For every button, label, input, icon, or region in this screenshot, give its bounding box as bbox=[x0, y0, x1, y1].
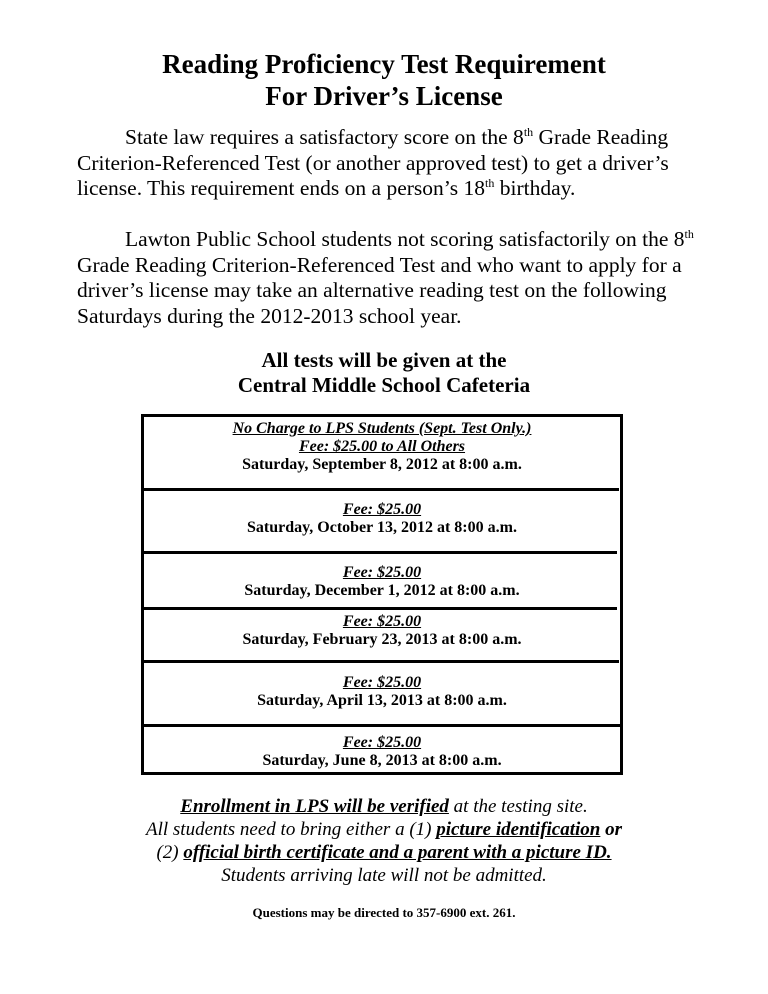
notice-line-4: Students arriving late will not be admitted. bbox=[221, 865, 547, 886]
document-title bbox=[0, 48, 768, 112]
lps-no-charge-note: No Charge to LPS Students (Sept. Test Only.) bbox=[232, 420, 532, 437]
enrollment-verified-text: Enrollment in LPS will be verified bbox=[180, 796, 449, 817]
test-date: Saturday, February 23, 2013 at 8:00 a.m. bbox=[242, 631, 522, 648]
intro-p2-text-a: Lawton Public School students not scoring satisfactorily on the 8 bbox=[125, 227, 685, 251]
requirements-notice bbox=[0, 795, 768, 887]
notice-text: (2) bbox=[156, 842, 184, 863]
test-date: Saturday, June 8, 2013 at 8:00 a.m. bbox=[262, 752, 502, 769]
schedule-divider bbox=[141, 488, 619, 491]
schedule-entry-december bbox=[141, 564, 623, 600]
fee-note: Fee: $25.00 bbox=[342, 564, 422, 581]
notice-line-3 bbox=[0, 841, 768, 864]
notice-text: All students need to bring either a (1) bbox=[145, 819, 437, 840]
test-date: Saturday, December 1, 2012 at 8:00 a.m. bbox=[244, 582, 520, 599]
schedule-entry-june bbox=[141, 734, 623, 770]
superscript-th: th bbox=[684, 226, 694, 241]
location-heading bbox=[0, 348, 768, 398]
fee-note: Fee: $25.00 bbox=[342, 613, 422, 630]
title-line-1: Reading Proficiency Test Requirement bbox=[162, 49, 606, 79]
schedule-entry-april bbox=[141, 674, 623, 710]
schedule-divider bbox=[141, 724, 621, 727]
fee-note: Fee: $25.00 to All Others bbox=[298, 438, 466, 455]
superscript-th: th bbox=[523, 124, 534, 139]
schedule-divider bbox=[141, 551, 617, 554]
intro-p1-text-c: birthday. bbox=[494, 176, 576, 200]
fee-note: Fee: $25.00 bbox=[342, 674, 422, 691]
location-line-2: Central Middle School Cafeteria bbox=[237, 373, 531, 397]
intro-p2-text-b: Grade Reading Criterion-Referenced Test and who want to apply for a driver’s license may take an alternative reading test on the following Saturdays during the 2012-2013 school year. bbox=[77, 252, 682, 328]
notice-line-1 bbox=[0, 795, 768, 818]
schedule-entry-october bbox=[141, 501, 623, 537]
intro-p1-text-a: State law requires a satisfactory score on the 8 bbox=[125, 125, 524, 149]
schedule-entry-february bbox=[141, 613, 623, 649]
intro-p1-text-b: Grade Reading Criterion-Referenced Test (or another approved test) to get a driver’s license. This requirement ends on a person’s 18 bbox=[77, 125, 669, 200]
schedule-divider bbox=[141, 660, 619, 663]
fee-note: Fee: $25.00 bbox=[342, 734, 422, 751]
title-line-2: For Driver’s License bbox=[265, 81, 503, 111]
picture-id-text: picture identification bbox=[436, 819, 601, 840]
schedule-divider bbox=[141, 607, 617, 610]
schedule-entry-september bbox=[141, 420, 623, 474]
contact-line: Questions may be directed to 357-6900 ext. 261. bbox=[252, 905, 516, 920]
notice-line-2 bbox=[0, 818, 768, 841]
intro-paragraph-1 bbox=[77, 125, 717, 202]
intro-paragraph-2 bbox=[77, 227, 717, 329]
test-date: Saturday, April 13, 2013 at 8:00 a.m. bbox=[257, 692, 507, 709]
fee-note: Fee: $25.00 bbox=[342, 501, 422, 518]
birth-certificate-text: official birth certificate and a parent with a picture ID. bbox=[183, 842, 612, 863]
notice-text: or bbox=[600, 819, 623, 840]
location-line-1: All tests will be given at the bbox=[261, 348, 507, 372]
test-date: Saturday, October 13, 2012 at 8:00 a.m. bbox=[247, 519, 517, 536]
notice-text: at the testing site. bbox=[448, 796, 588, 817]
superscript-th: th bbox=[485, 175, 495, 190]
test-date: Saturday, September 8, 2012 at 8:00 a.m. bbox=[242, 456, 522, 473]
